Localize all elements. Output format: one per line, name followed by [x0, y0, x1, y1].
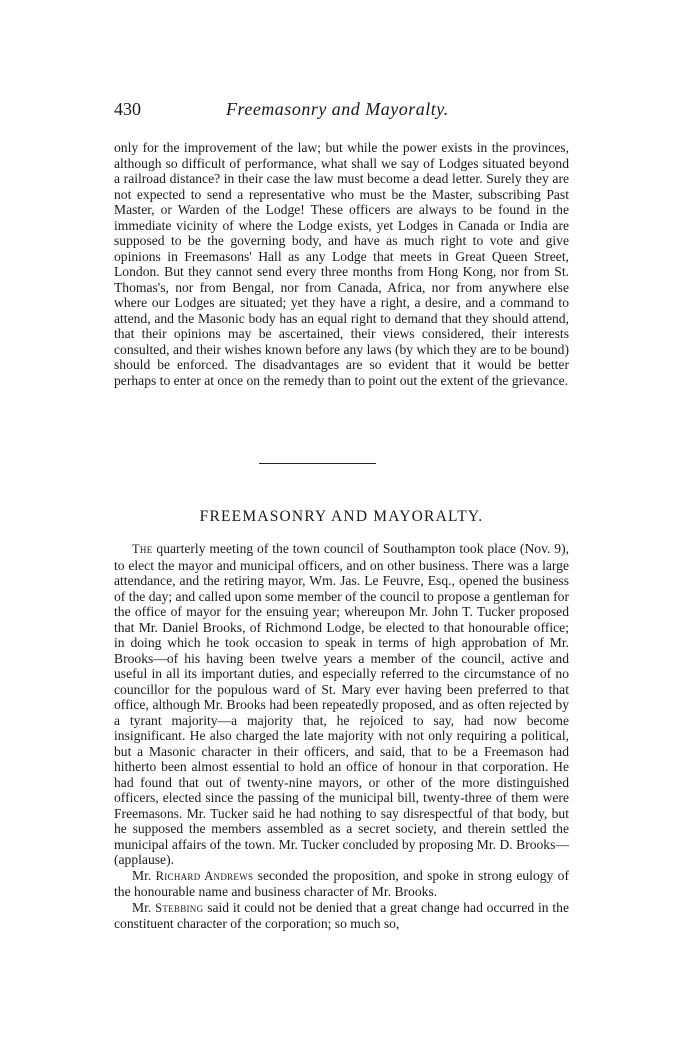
- page-number: 430: [114, 99, 141, 119]
- speaker-prefix: Mr.: [132, 867, 156, 883]
- paragraph-text: quarterly meeting of the town council of Southampton took place (Nov. 9), to elect the mayor and municipal officers, and on other business. There was a large attendance, and the retiring mayor, Wm. Jas. Le Feuvre, Esq., opened the business of the day; and called upon some member of the council to propose a gentleman for the office of mayor for the ensuing year; whereupon Mr. John T. Tucker proposed that Mr. Daniel Brooks, of Richmond Lodge, be elected to that honourable office; in doing which he took occasion to speak in terms of high approbation of Mr. Brooks—of his having been twelve years a member of the council, active and useful in all its important duties, and especially referred to the circumstance of no councillor for the populous ward of St. Mary ever having been preferred to that office, although Mr. Brooks had been repeatedly proposed, and as often rejected by a tyrant majority—a majority that, he rejoiced to say, had now become insignificant. He also charged the late majority with not only requiring a political, but a Masonic character in their officers, and said, that to be a Freemason had hitherto been almost essential to hold an office of honour in that corporation. He had found that out of twenty-nine mayors, or other of the more distinguished officers, elected since the passing of the municipal bill, twenty-three of them were Freemasons. Mr. Tucker said he had nothing to say disrespectful of that body, but he supposed the members assembled as a secret society, and therein settled the municipal affairs of the town. Mr. Tucker concluded by proposing Mr. D. Brooks—(applause).: [114, 541, 569, 867]
- running-head: [114, 99, 569, 121]
- article-paragraph: [114, 541, 569, 868]
- running-title: Freemasonry and Mayoralty.: [226, 99, 449, 119]
- article-paragraph: [114, 868, 569, 900]
- article-paragraph: [114, 900, 569, 932]
- section-heading: FREEMASONRY AND MAYORALTY.: [199, 508, 484, 525]
- section-body: [114, 541, 569, 932]
- speaker-name: Richard Andrews: [155, 868, 254, 883]
- lead-word: The: [132, 542, 153, 556]
- section-divider: [259, 463, 376, 464]
- continuation-paragraph: only for the improvement of the law; but while the power exists in the provinces, although so difficult of performance, what shall we say of Lodges situated beyond a railroad distance? in their case the law must become a dead letter. Surely they are not expected to send a representative who must be the Master, subscribing Past Master, or Warden of the Lodge! These officers are always to be found in the immediate vicinity of where the Lodge exists, yet Lodges in Canada or India are supposed to be the governing body, and have as much right to vote and give opinions in Freemasons' Hall as any Lodge that meets in Great Queen Street, London. But they cannot send every three months from Hong Kong, nor from St. Thomas's, nor from Bengal, nor from Canada, Africa, nor from anywhere else where our Lodges are situated; yet they have a right, a desire, and a command to attend, and the Masonic body has an equal right to demand that they should attend, that their opinions may be ascertained, their views considered, their interests consulted, and their wishes known before any laws (by which they are to be bound) should be enforced. The disadvantages are so evident that it would be better perhaps to enter at once on the remedy than to point out the extent of the grievance.: [114, 140, 569, 388]
- speaker-prefix: Mr.: [132, 899, 156, 915]
- speaker-name: Stebbing: [155, 900, 204, 915]
- paragraph-text: seconded the proposition, and spoke in strong eulogy of the honourable name and business character of Mr. Brooks.: [114, 867, 569, 899]
- paragraph-text: said it could not be denied that a great change had occurred in the constituent character of the corporation; so much so,: [114, 899, 569, 931]
